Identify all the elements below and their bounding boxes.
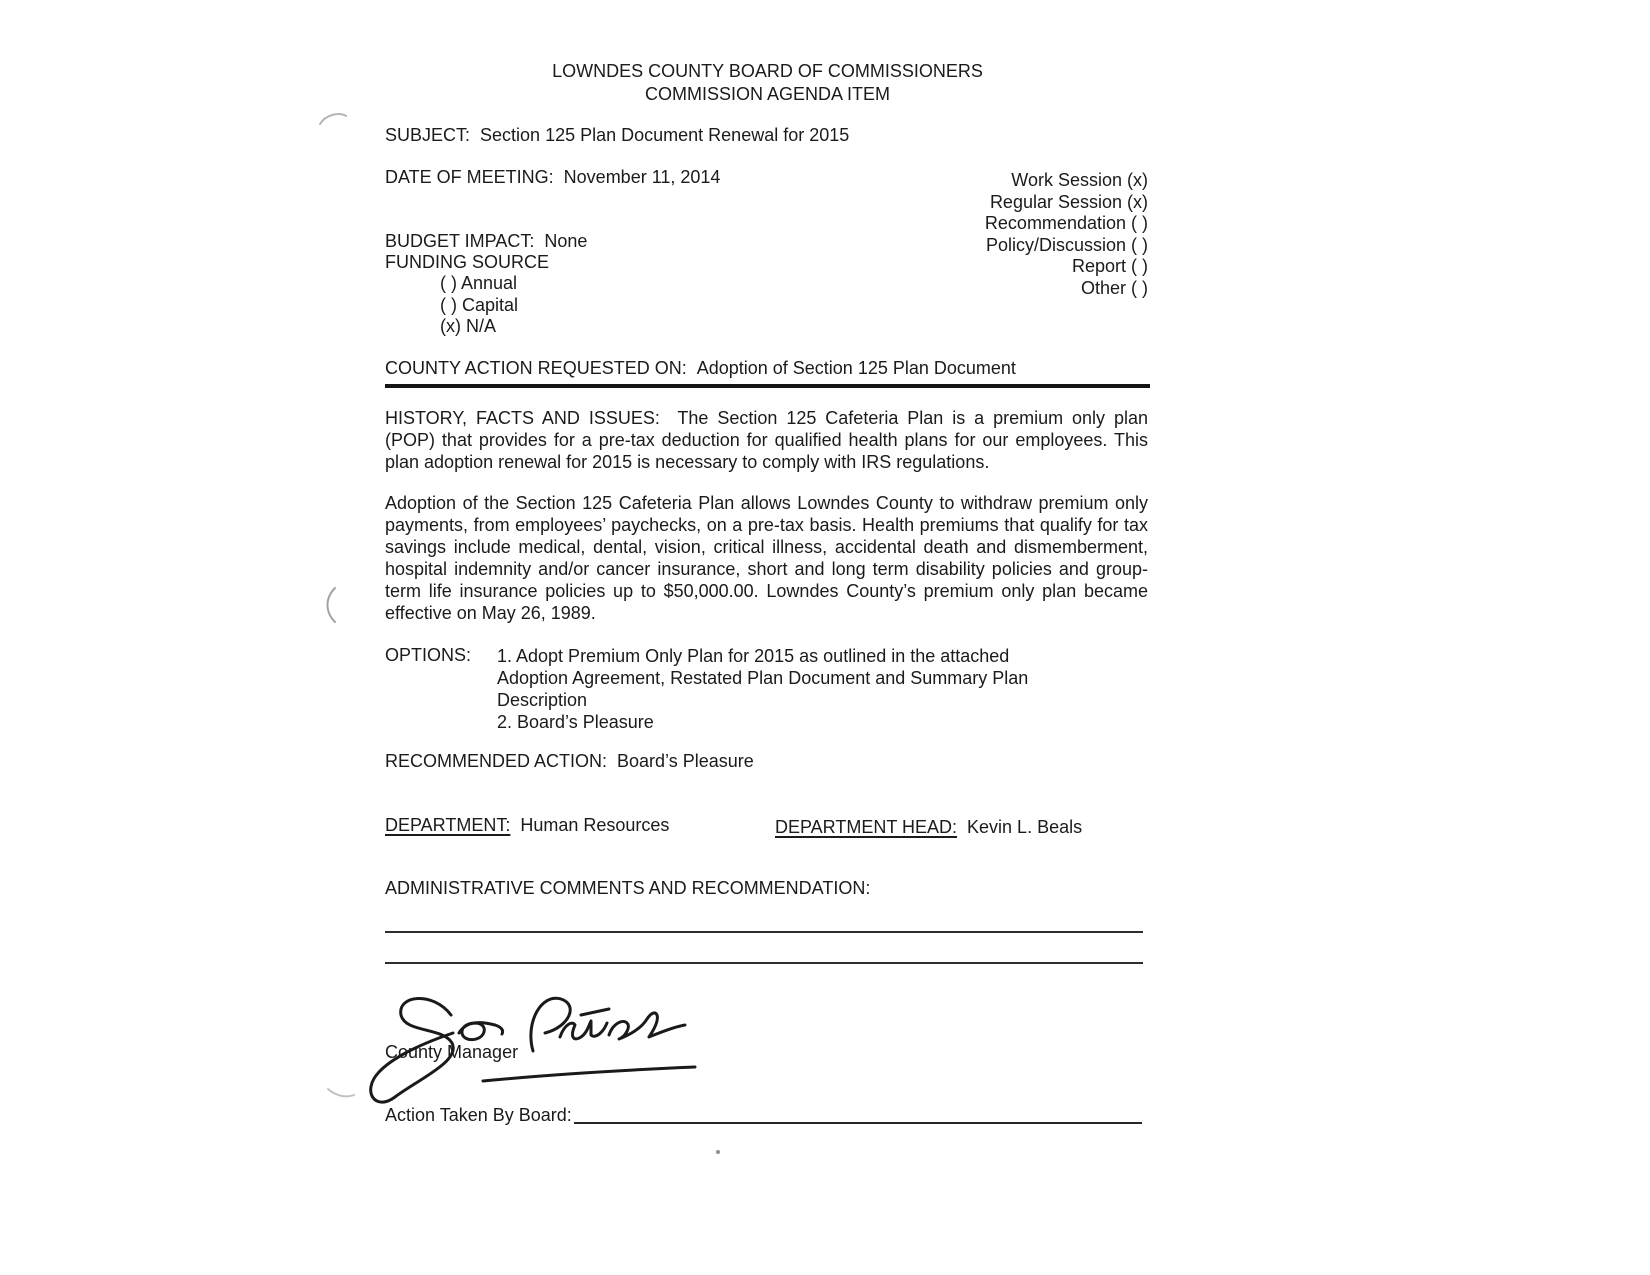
meeting-date-label: DATE OF MEETING: <box>385 167 554 187</box>
department-head-label: DEPARTMENT HEAD: <box>775 817 958 837</box>
funding-option-annual: ( ) Annual <box>440 273 518 293</box>
funding-source-label: FUNDING SOURCE <box>385 252 550 272</box>
county-manager-title: County Manager <box>385 1042 519 1062</box>
department-line <box>385 815 669 836</box>
funding-option-capital: ( ) Capital <box>440 294 519 315</box>
scan-artifact <box>326 1084 356 1105</box>
session-item-recommendation: Recommendation ( ) <box>984 213 1148 233</box>
options-label: OPTIONS: <box>385 645 472 665</box>
options-list <box>497 645 1082 733</box>
meeting-date-value: November 11, 2014 <box>563 167 721 187</box>
action-taken-row <box>385 1104 1142 1126</box>
comments-line-2 <box>385 962 1143 964</box>
department-head-line <box>775 817 1082 838</box>
scan-artifact <box>322 586 338 629</box>
subject-line <box>385 125 849 146</box>
session-item-policy-discussion: Policy/Discussion ( ) <box>985 234 1148 255</box>
recommended-action-line <box>385 751 754 772</box>
department-head-value: Kevin L. Beals <box>967 817 1083 837</box>
funding-option-na: (x) N/A <box>440 316 496 336</box>
budget-impact-line <box>385 231 587 252</box>
session-item-other: Other ( ) <box>1080 277 1148 298</box>
meeting-date-line <box>385 167 720 188</box>
department-value: Human Resources <box>520 815 670 835</box>
history-paragraph-2: Adoption of the Section 125 Cafeteria Plan allows Lowndes County to withdraw premium only payments, from employees’ paychecks, on a pre-tax basis. Health premiums that qualify for tax savings include medical, dental, vision, critical illness, accidental death and dismemberment, hospital indemnity and/or cancer insurance, short and long term disability policies and group-term life insurance policies up to $50,000.00. Lowndes County’s premium only plan became effective on May 26, 1989. <box>385 493 1148 623</box>
options-item-1: 1. Adopt Premium Only Plan for 2015 as outlined in the attached Adoption Agreement, Restated Plan Document and Summary Plan Description <box>497 646 1029 710</box>
document-header <box>385 60 1150 106</box>
comments-line-1 <box>385 931 1143 933</box>
action-taken-label: Action Taken By Board: <box>385 1105 572 1125</box>
session-item-regular-session: Regular Session (x) <box>989 191 1148 212</box>
department-label: DEPARTMENT: <box>385 815 511 835</box>
session-item-report: Report ( ) <box>1071 256 1148 276</box>
doc-title-line2: COMMISSION AGENDA ITEM <box>644 84 891 104</box>
action-taken-blank-line <box>574 1122 1142 1124</box>
history-text-1: The Section 125 Cafeteria Plan is a premium only plan (POP) that provides for a pre-tax deduction for qualified health plans for our employees. This plan adoption renewal for 2015 is necessary to comply with IRS regulations. <box>385 408 1149 472</box>
recommended-action-label: RECOMMENDED ACTION: <box>385 751 608 771</box>
session-item-work-session: Work Session (x) <box>1011 170 1148 190</box>
budget-impact-label: BUDGET IMPACT: <box>385 231 535 251</box>
funding-source-options <box>440 273 518 338</box>
session-type-list <box>848 170 1148 299</box>
scan-artifact <box>318 110 348 131</box>
doc-title-line1: LOWNDES COUNTY BOARD OF COMMISSIONERS <box>552 61 983 81</box>
recommended-action-value: Board’s Pleasure <box>617 751 754 771</box>
history-label: HISTORY, FACTS AND ISSUES: <box>385 408 660 428</box>
subject-label: SUBJECT: <box>385 125 471 145</box>
admin-comments-label: ADMINISTRATIVE COMMENTS AND RECOMMENDATION: <box>385 878 871 898</box>
county-action-value: Adoption of Section 125 Plan Document <box>696 358 1016 378</box>
history-paragraph-1 <box>385 407 1148 473</box>
budget-impact-value: None <box>544 231 588 251</box>
scan-artifact <box>716 1150 720 1154</box>
subject-value: Section 125 Plan Document Renewal for 2015 <box>480 125 850 145</box>
county-action-line <box>385 358 1016 379</box>
county-action-label: COUNTY ACTION REQUESTED ON: <box>385 358 687 378</box>
options-item-2: 2. Board’s Pleasure <box>497 712 654 732</box>
county-action-rule <box>385 384 1150 388</box>
